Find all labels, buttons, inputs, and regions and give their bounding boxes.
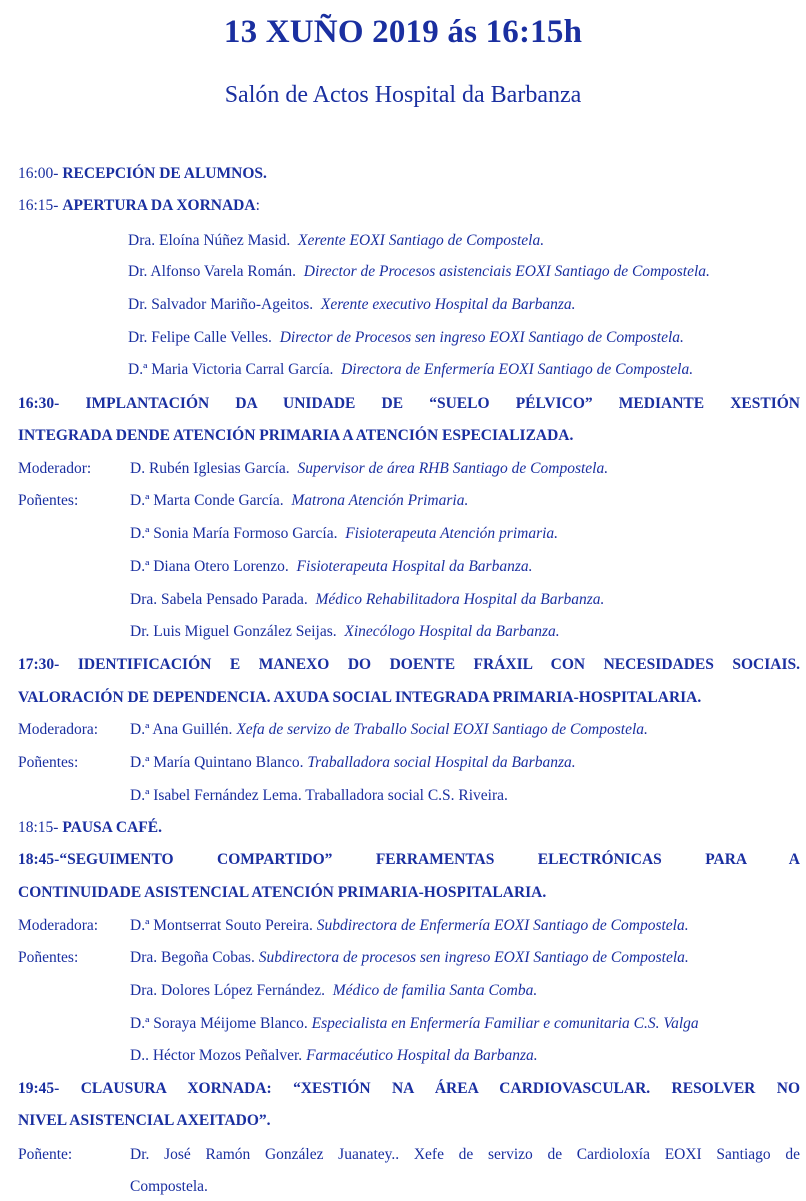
person-role: Xefa de servizo de Traballo Social EOXI Santiago de Compostela. [236, 721, 648, 738]
person-name: Dr. Alfonso Varela Román. [128, 263, 297, 280]
speaker-row [18, 487, 800, 515]
person-role: Matrona Atención Primaria. [291, 492, 469, 509]
person-role: Director de Procesos asistenciais EOXI Santiago de Compostela. [303, 263, 710, 280]
page-title: 13 XUÑO 2019 ás 16:15h [223, 14, 583, 50]
speaker-row-continued [18, 1173, 800, 1201]
person-name: Dra. Begoña Cobas. [130, 949, 255, 966]
speaker-row [18, 1141, 800, 1169]
person-name: Dr. Luis Miguel González Seijas. [130, 623, 337, 640]
venue-subtitle: Salón de Actos Hospital da Barbanza [224, 82, 582, 108]
session-time: 18:15- [18, 819, 59, 836]
person-role: Médico Rehabilitadora Hospital da Barbanza. [315, 591, 605, 608]
speaker-row [18, 977, 800, 1005]
speakers-label: Poñentes: [18, 754, 79, 771]
person-name: Dr. Salvador Mariño-Ageitos. [128, 296, 314, 313]
person-role: Directora de Enfermería EOXI Santiago de Compostela. [341, 361, 694, 378]
person-role: Subdirectora de procesos sen ingreso EOXI Santiago de Compostela. [258, 949, 689, 966]
person-name: Dr. Felipe Calle Velles. [128, 329, 272, 346]
person-name: D.ª María Quintano Blanco. [130, 754, 304, 771]
speaker-row [18, 1010, 800, 1038]
session-pelvic-line1: 16:30- IMPLANTACIÓN DA UNIDADE DE “SUELO PÉLVICO” MEDIANTE XESTIÓN [18, 395, 800, 412]
person-row [18, 291, 800, 319]
speaker-row [18, 944, 800, 972]
person-name: D.ª Diana Otero Lorenzo. [130, 558, 289, 575]
speakers-label: Poñentes: [18, 949, 79, 966]
person-name: D.ª Sonia María Formoso García. [130, 525, 338, 542]
session-shared-line2: CONTINUIDADE ASISTENCIAL ATENCIÓN PRIMARIA-HOSPITALARIA. [18, 884, 547, 901]
person-role: Fisioterapeuta Atención primaria. [345, 525, 559, 542]
person-row [18, 227, 800, 255]
person-name: Dra. Eloína Núñez Masid. [128, 232, 291, 249]
person-role: Subdirectora de Enfermería EOXI Santiago de Compostela. [316, 917, 689, 934]
speaker-row [18, 749, 800, 777]
person-role: Xerente EOXI Santiago de Compostela. [298, 232, 545, 249]
person-row [18, 258, 800, 286]
person-row [18, 356, 800, 384]
person-row [18, 324, 800, 352]
moderator-row [18, 716, 800, 744]
person-name: D.ª Maria Victoria Carral García. [128, 361, 334, 378]
colon: : [255, 197, 260, 214]
speaker-row [18, 618, 800, 646]
speaker-label: Poñente: [18, 1146, 73, 1163]
session-title: APERTURA DA XORNADA [62, 197, 256, 214]
person-name: D.. Héctor Mozos Peñalver. [130, 1047, 303, 1064]
person-name: D. Rubén Iglesias García. [130, 460, 290, 477]
moderator-label: Moderadora: [18, 917, 99, 934]
session-frail-line2: VALORACIÓN DE DEPENDENCIA. AXUDA SOCIAL INTEGRADA PRIMARIA-HOSPITALARIA. [18, 689, 702, 706]
person-name: Dra. Sabela Pensado Parada. [130, 591, 308, 608]
person-name: D.ª Marta Conde García. [130, 492, 284, 509]
person-role: Xinecólogo Hospital da Barbanza. [344, 623, 560, 640]
moderator-label: Moderadora: [18, 721, 99, 738]
session-closing-line1: 19:45- CLAUSURA XORNADA: “XESTIÓN NA ÁREA CARDIOVASCULAR. RESOLVER NO [18, 1080, 800, 1097]
session-closing-line2: NIVEL ASISTENCIAL AXEITADO”. [18, 1112, 271, 1129]
person-entry: D.ª Isabel Fernández Lema. Traballadora social C.S. Riveira. [130, 787, 508, 804]
person-role: Director de Procesos sen ingreso EOXI Santiago de Compostela. [279, 329, 684, 346]
speaker-row [18, 782, 800, 810]
person-entry: Dr. José Ramón González Juanatey.. Xefe de servizo de Cardioloxía EOXI Santiago de [130, 1146, 800, 1163]
person-role: Médico de familia Santa Comba. [332, 982, 538, 999]
moderator-row [18, 912, 800, 940]
session-frail-line1: 17:30- IDENTIFICACIÓN E MANEXO DO DOENTE FRÁXIL CON NECESIDADES SOCIAIS. [18, 656, 800, 673]
speaker-row [18, 553, 800, 581]
speakers-label: Poñentes: [18, 492, 79, 509]
moderator-label: Moderador: [18, 460, 92, 477]
person-entry-continued: Compostela. [130, 1178, 208, 1195]
person-role: Traballadora social Hospital da Barbanza. [307, 754, 576, 771]
person-role: Supervisor de área RHB Santiago de Compostela. [297, 460, 609, 477]
session-coffee [18, 814, 800, 842]
session-title: PAUSA CAFÉ. [62, 819, 162, 836]
session-opening [18, 192, 800, 220]
moderator-row [18, 455, 800, 483]
person-name: D.ª Montserrat Souto Pereira. [130, 917, 313, 934]
session-title: RECEPCIÓN DE ALUMNOS. [62, 165, 267, 182]
speaker-row [18, 586, 800, 614]
session-shared-line1: 18:45-“SEGUIMENTO COMPARTIDO” FERRAMENTAS ELECTRÓNICAS PARA A [18, 851, 800, 868]
person-role: Farmacéutico Hospital da Barbanza. [306, 1047, 538, 1064]
person-name: Dra. Dolores López Fernández. [130, 982, 325, 999]
session-pelvic-line2: INTEGRADA DENDE ATENCIÓN PRIMARIA A ATENCIÓN ESPECIALIZADA. [18, 427, 574, 444]
speaker-row [18, 1042, 800, 1070]
person-name: D.ª Soraya Méijome Blanco. [130, 1015, 308, 1032]
person-role: Xerente executivo Hospital da Barbanza. [320, 296, 576, 313]
speaker-row [18, 520, 800, 548]
session-time: 16:15- [18, 197, 59, 214]
session-time: 16:00- [18, 165, 59, 182]
session-reception [18, 160, 800, 188]
person-role: Fisioterapeuta Hospital da Barbanza. [296, 558, 533, 575]
person-name: D.ª Ana Guillén. [130, 721, 233, 738]
person-role: Especialista en Enfermería Familiar e comunitaria C.S. Valga [311, 1015, 699, 1032]
